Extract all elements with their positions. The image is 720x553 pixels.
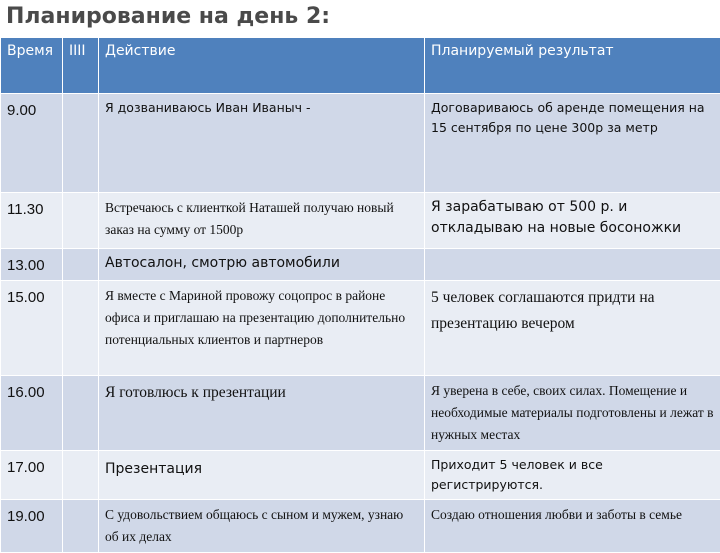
row-result: Приходит 5 человек и все регистрируются. bbox=[425, 451, 720, 500]
table-row bbox=[1, 451, 720, 500]
row-action: Я вместе с Мариной провожу соцопрос в районе офиса и приглашаю на презентацию дополнительно потенциальных клиентов и партнеров bbox=[99, 281, 425, 376]
header-action: Действие bbox=[99, 38, 425, 94]
row-time: 16.00 bbox=[1, 376, 63, 451]
row-time: 19.00 bbox=[1, 500, 63, 553]
row-action: Я дозваниваюсь Иван Иваныч - bbox=[99, 94, 425, 193]
row-marker bbox=[63, 281, 99, 376]
row-result: Создаю отношения любви и заботы в семье bbox=[425, 500, 720, 553]
row-marker bbox=[63, 376, 99, 451]
row-time: 13.00 bbox=[1, 249, 63, 281]
row-time: 17.00 bbox=[1, 451, 63, 500]
row-marker bbox=[63, 451, 99, 500]
page-title: Планирование на день 2: bbox=[6, 4, 330, 38]
table-row bbox=[1, 249, 720, 281]
title-divider bbox=[0, 34, 720, 35]
table-row bbox=[1, 500, 720, 553]
row-result: Я зарабатываю от 500 р. и откладываю на новые босоножки bbox=[425, 193, 720, 249]
row-action: Автосалон, смотрю автомобили bbox=[99, 249, 425, 281]
header-marker: IIII bbox=[63, 38, 99, 94]
row-result bbox=[425, 249, 720, 281]
row-result: Я уверена в себе, своих силах. Помещение и необходимые материалы подготовлены и лежат в нужных местах bbox=[425, 376, 720, 451]
row-action: Презентация bbox=[99, 451, 425, 500]
row-marker bbox=[63, 249, 99, 281]
row-marker bbox=[63, 94, 99, 193]
row-action: С удовольствием общаюсь с сыном и мужем, узнаю об их делах bbox=[99, 500, 425, 553]
row-result: 5 человек соглашаются придти на презентацию вечером bbox=[425, 281, 720, 376]
row-time: 15.00 bbox=[1, 281, 63, 376]
row-marker bbox=[63, 193, 99, 249]
row-result: Договариваюсь об аренде помещения на 15 сентября по цене 300р за метр bbox=[425, 94, 720, 193]
row-action: Я готовлюсь к презентации bbox=[99, 376, 425, 451]
day-plan-table bbox=[0, 37, 720, 553]
header-result: Планируемый результат bbox=[425, 38, 720, 94]
table-row bbox=[1, 193, 720, 249]
row-marker bbox=[63, 500, 99, 553]
table-header-row bbox=[1, 38, 720, 94]
row-time: 9.00 bbox=[1, 94, 63, 193]
row-time: 11.30 bbox=[1, 193, 63, 249]
table-row bbox=[1, 94, 720, 193]
table-row bbox=[1, 376, 720, 451]
row-action: Встречаюсь с клиенткой Наташей получаю новый заказ на сумму от 1500р bbox=[99, 193, 425, 249]
table-row bbox=[1, 281, 720, 376]
header-time: Время bbox=[1, 38, 63, 94]
